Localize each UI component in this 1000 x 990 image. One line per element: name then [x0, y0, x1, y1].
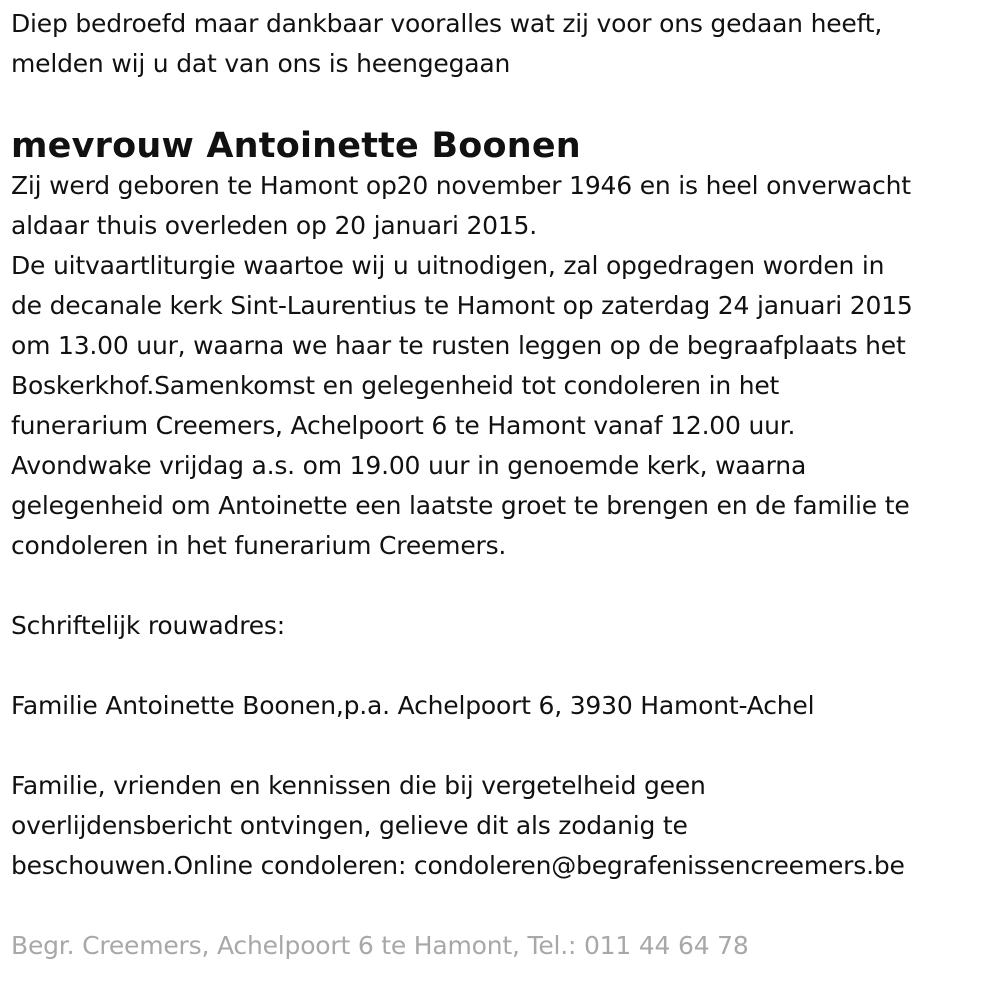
spacer [11, 886, 996, 926]
body-line: Avondwake vrijdag a.s. om 19.00 uur in genoemde kerk, waarna [11, 451, 807, 480]
body-line: gelegenheid om Antoinette een laatste groet te brengen en de familie te [11, 491, 910, 520]
closing-line: beschouwen.Online condoleren: condoleren@begrafenissencreemers.be [11, 851, 905, 880]
spacer [11, 646, 996, 686]
spacer [11, 566, 996, 606]
body-line: de decanale kerk Sint-Laurentius te Hamont op zaterdag 24 januari 2015 [11, 291, 913, 320]
body-line: funerarium Creemers, Achelpoort 6 te Hamont vanaf 12.00 uur. [11, 411, 796, 440]
address-heading: Schriftelijk rouwadres: [11, 611, 285, 640]
announcement-body [11, 166, 996, 566]
closing-line: Familie, vrienden en kennissen die bij vergetelheid geen [11, 771, 706, 800]
body-line: De uitvaartliturgie waartoe wij u uitnodigen, zal opgedragen worden in [11, 251, 885, 280]
obituary-notice [11, 4, 996, 966]
spacer [11, 726, 996, 766]
mourning-address: Familie Antoinette Boonen,p.a. Achelpoort 6, 3930 Hamont-Achel [11, 691, 815, 720]
funeral-home-footer: Begr. Creemers, Achelpoort 6 te Hamont, Tel.: 011 44 64 78 [11, 931, 749, 960]
closing-line: overlijdensbericht ontvingen, gelieve dit als zodanig te [11, 811, 688, 840]
body-line: Zij werd geboren te Hamont op20 november 1946 en is heel onverwacht [11, 171, 911, 200]
body-line: om 13.00 uur, waarna we haar te rusten leggen op de begraafplaats het [11, 331, 906, 360]
intro-line: Diep bedroefd maar dankbaar vooralles wat zij voor ons gedaan heeft, [11, 9, 883, 38]
closing-text [11, 766, 996, 886]
intro-line: melden wij u dat van ons is heengegaan [11, 49, 511, 78]
body-line: Boskerkhof.Samenkomst en gelegenheid tot condoleren in het [11, 371, 780, 400]
intro-text [11, 4, 996, 84]
deceased-name: mevrouw Antoinette Boonen [11, 126, 581, 166]
body-line: condoleren in het funerarium Creemers. [11, 531, 507, 560]
body-line: aldaar thuis overleden op 20 januari 2015. [11, 211, 538, 240]
